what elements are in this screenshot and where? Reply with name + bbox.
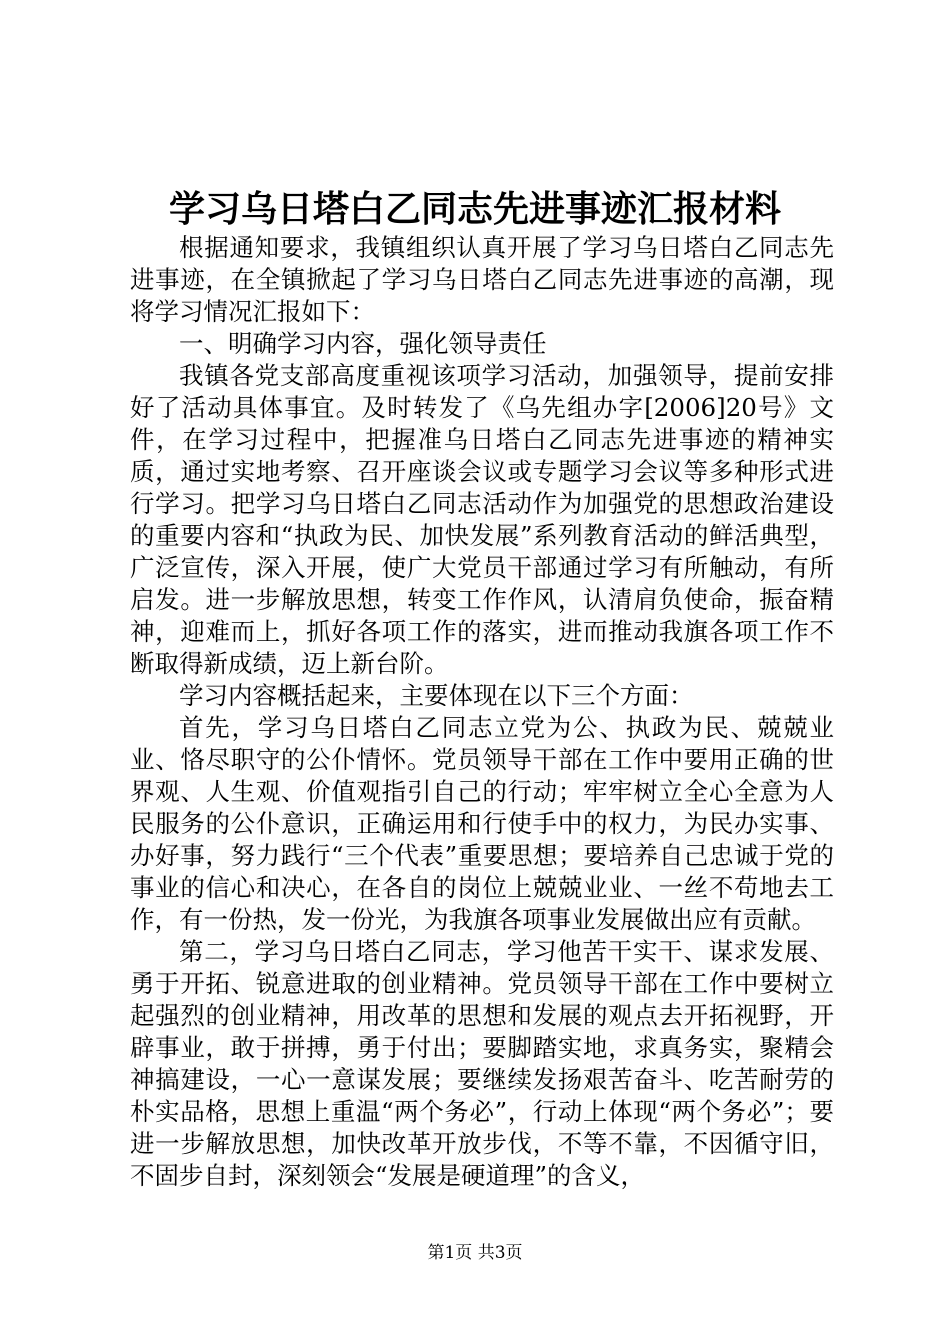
- body-paragraph: 第二，学习乌日塔白乙同志，学习他苦干实干、谋求发展、勇于开拓、锐意进取的创业精神。党员领导干部在工作中要树立起强烈的创业精神，用改革的思想和发展的观点去开拓视野，开辟事业，敢于拼搏，勇于付出；要脚踏实地，求真务实，聚精会神搞建设，一心一意谋发展；要继续发扬艰苦奋斗、吃苦耐劳的朴实品格，思想上重温“两个务必”，行动上体现“两个务必”；要进一步解放思想，加快改革开放步伐，不等不靠，不因循守旧，不固步自封，深刻领会“发展是硬道理”的含义，: [130, 937, 834, 1190]
- body-paragraph: 我镇各党支部高度重视该项学习活动，加强领导，提前安排好了活动具体事宜。及时转发了《乌先组办字[2006]20号》文件，在学习过程中，把握准乌日塔白乙同志先进事迹的精神实质，通过实地考察、召开座谈会议或专题学习会议等多种形式进行学习。把学习乌日塔白乙同志活动作为加强党的思想政治建设的重要内容和“执政为民、加快发展”系列教育活动的鲜活典型，广泛宣传，深入开展，使广大党员干部通过学习有所触动，有所启发。进一步解放思想，转变工作作风，认清肩负使命，振奋精神，迎难而上，抓好各项工作的落实，进而推动我旗各项工作不断取得新成绩，迈上新台阶。: [130, 361, 834, 678]
- document-body: [130, 232, 834, 1192]
- section-heading: 一、明确学习内容，强化领导责任: [179, 329, 547, 358]
- body-paragraph: 首先，学习乌日塔白乙同志立党为公、执政为民、兢兢业业、恪尽职守的公仆情怀。党员领导干部在工作中要用正确的世界观、人生观、价值观指引自己的行动；牢牢树立全心全意为人民服务的公仆意识，正确运用和行使手中的权力，为民办实事、办好事，努力践行“三个代表”重要思想；要培养自己忠诚于党的事业的信心和决心，在各自的岗位上兢兢业业、一丝不苟地去工作，有一份热，发一份光，为我旗各项事业发展做出应有贡献。: [130, 713, 834, 934]
- body-paragraph: 学习内容概括起来，主要体现在以下三个方面：: [179, 681, 694, 710]
- document-title: 学习乌日塔白乙同志先进事迹汇报材料: [168, 189, 781, 230]
- intro-paragraph: 根据通知要求，我镇组织认真开展了学习乌日塔白乙同志先进事迹，在全镇掀起了学习乌日塔白乙同志先进事迹的高潮，现将学习情况汇报如下：: [130, 233, 834, 326]
- page-footer: 第1页 共3页: [427, 1243, 523, 1263]
